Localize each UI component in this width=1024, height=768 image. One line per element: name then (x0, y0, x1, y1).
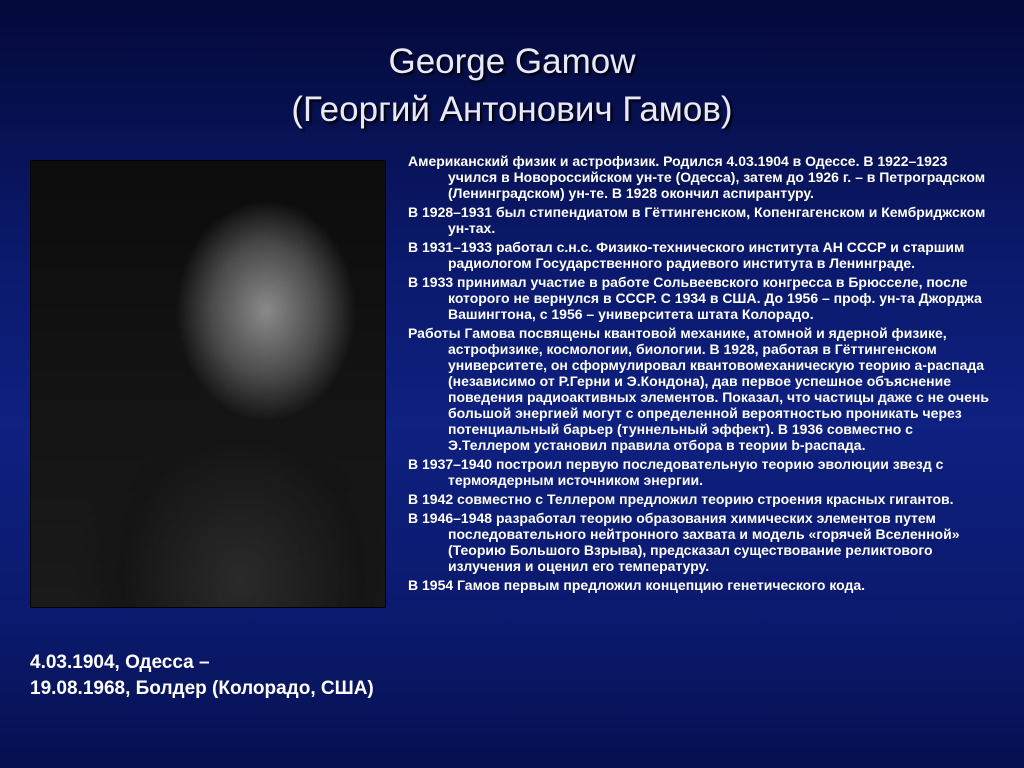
bio-paragraph: Работы Гамова посвящены квантовой механике, атомной и ядерной физике, астрофизике, космологии, биологии. В 1928, работая в Гёттингенском университете, он сформулировал квантовомеханическую теорию a-распада (независимо от Р.Герни и Э.Кондона), дав первое успешное объяснение поведения радиоактивных элементов. Показал, что частицы даже с не очень большой энергией могут с определенной вероятностью проникать через потенциальный барьер (туннельный эффект). В 1936 совместно с Э.Теллером установил правила отбора в теории b-распада. (408, 325, 989, 453)
title-english: George Gamow (388, 42, 636, 81)
birth-info: 4.03.1904, Одесса – (30, 652, 210, 673)
bio-paragraph: В 1928–1931 был стипендиатом в Гёттингенском, Копенгагенском и Кембриджском ун-тах. (408, 204, 986, 236)
title-russian: (Георгий Антонович Гамов) (291, 90, 733, 129)
slide-title (0, 38, 1024, 134)
life-dates-caption (30, 650, 400, 702)
bio-paragraph: В 1937–1940 построил первую последовательную теорию эволюции звезд с термоядерным источником энергии. (408, 456, 944, 488)
biography-list (408, 153, 993, 596)
bio-paragraph: В 1942 совместно с Теллером предложил теорию строения красных гигантов. (408, 491, 954, 507)
portrait-photo (30, 160, 386, 608)
bio-paragraph: В 1954 Гамов первым предложил концепцию генетического кода. (408, 577, 866, 593)
death-info: 19.08.1968, Болдер (Колорадо, США) (30, 678, 374, 699)
bio-paragraph: В 1933 принимал участие в работе Сольвеевского конгресса в Брюсселе, после которого не вернулся в СССР. С 1934 в США. До 1956 – проф. ун-та Джорджа Вашингтона, с 1956 – университета штата Колорадо. (408, 274, 982, 322)
bio-paragraph: В 1946–1948 разработал теорию образования химических элементов путем последовательного нейтронного захвата и модель «горячей Вселенной» (Теорию Большого Взрыва), предсказал существование реликтового излучения и оценил его температуру. (408, 510, 960, 574)
bio-paragraph: Американский физик и астрофизик. Родился 4.03.1904 в Одессе. В 1922–1923 учился в Новороссийском ун-те (Одесса), затем до 1926 г. – в Петроградском (Ленинградском) ун-те. В 1928 окончил аспирантуру. (408, 153, 986, 201)
bio-paragraph: В 1931–1933 работал с.н.с. Физико-технического института АН СССР и старшим радиологом Государственного радиевого института в Ленинграде. (408, 239, 965, 271)
